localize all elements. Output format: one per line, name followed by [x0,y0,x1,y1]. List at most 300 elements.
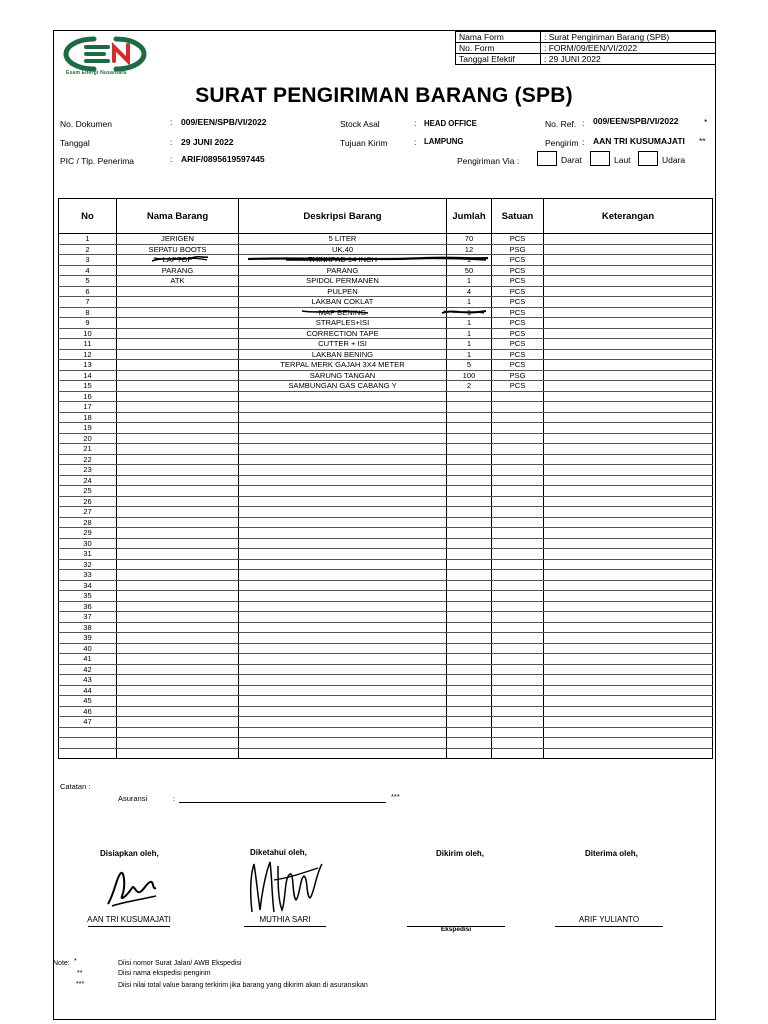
item-description [239,412,447,423]
item-name [117,517,239,528]
table-row [59,748,713,759]
table-row [59,276,713,287]
item-qty [447,601,492,612]
item-remarks [544,349,713,360]
item-description: 5 LITER [239,234,447,245]
item-description [239,402,447,413]
table-row [59,265,713,276]
item-qty [447,717,492,728]
item-unit: PCS [492,360,544,371]
signature-line [244,926,326,927]
row-no [59,738,117,749]
column-header: No [59,199,117,234]
item-remarks [544,738,713,749]
colon: : [414,137,417,147]
table-row [59,433,713,444]
item-description [239,748,447,759]
item-name: JERIGEN [117,234,239,245]
item-name [117,622,239,633]
item-name [117,717,239,728]
item-description: STRAPLES+ISI [239,318,447,329]
item-remarks [544,685,713,696]
stock-asal-value: HEAD OFFICE [424,119,477,128]
item-name [117,370,239,381]
table-row [59,307,713,318]
item-unit [492,601,544,612]
item-description [239,591,447,602]
item-remarks [544,622,713,633]
row-no: 12 [59,349,117,360]
via-darat-label: Darat [561,155,582,165]
item-unit [492,402,544,413]
column-header: Deskripsi Barang [239,199,447,234]
item-unit [492,706,544,717]
table-row [59,685,713,696]
item-qty [447,507,492,518]
item-qty [447,444,492,455]
row-no: 10 [59,328,117,339]
item-description [239,612,447,623]
signature-aan [104,864,160,912]
row-no: 21 [59,444,117,455]
item-qty: 5 [447,360,492,371]
row-no: 4 [59,265,117,276]
item-remarks [544,381,713,392]
item-qty: 1 [447,318,492,329]
item-remarks [544,507,713,518]
tanggal-label: Tanggal [60,138,90,148]
item-unit [492,486,544,497]
item-name [117,412,239,423]
table-row [59,454,713,465]
item-description [239,528,447,539]
row-no: 47 [59,717,117,728]
item-qty [447,633,492,644]
colon: : [170,117,173,127]
item-description [239,727,447,738]
item-remarks [544,423,713,434]
item-name [117,727,239,738]
item-description: TERPAL MERK GAJAH 3X4 METER [239,360,447,371]
table-row [59,360,713,371]
item-qty [447,643,492,654]
tujuan-label: Tujuan Kirim [340,138,388,148]
item-remarks [544,612,713,623]
table-row [59,654,713,665]
item-name [117,360,239,371]
row-no: 39 [59,633,117,644]
table-row [59,328,713,339]
table-row [59,675,713,686]
item-name [117,549,239,560]
tanggal-value: 29 JUNI 2022 [181,137,234,147]
table-row [59,664,713,675]
item-unit [492,591,544,602]
item-name [117,349,239,360]
column-header: Satuan [492,199,544,234]
item-name [117,664,239,675]
table-row [59,381,713,392]
table-row [59,391,713,402]
item-unit [492,664,544,675]
item-description [239,559,447,570]
item-unit: PCS [492,339,544,350]
item-name [117,559,239,570]
item-qty: 4 [447,286,492,297]
table-row [59,633,713,644]
item-name [117,748,239,759]
colon: : [582,118,585,128]
item-qty [447,433,492,444]
item-name [117,570,239,581]
table-row [59,528,713,539]
signature-line [555,926,663,927]
item-qty [447,738,492,749]
item-description [239,738,447,749]
item-name [117,423,239,434]
item-remarks [544,465,713,476]
item-description: MAP BENING [239,307,447,318]
row-no: 6 [59,286,117,297]
table-row [59,244,713,255]
row-no: 3 [59,255,117,266]
item-name: SEPATU BOOTS [117,244,239,255]
table-row [59,727,713,738]
item-description [239,538,447,549]
item-name [117,738,239,749]
item-qty: 1 [447,297,492,308]
item-remarks [544,412,713,423]
row-no: 29 [59,528,117,539]
item-qty [447,528,492,539]
row-no: 42 [59,664,117,675]
item-qty [447,654,492,665]
pengirim-mark: ** [699,136,706,146]
item-qty [447,517,492,528]
table-row [59,643,713,654]
row-no: 45 [59,696,117,707]
item-remarks [544,601,713,612]
item-remarks [544,570,713,581]
item-qty: 1 [447,255,492,266]
item-name [117,433,239,444]
item-remarks [544,633,713,644]
item-remarks [544,402,713,413]
item-qty [447,465,492,476]
item-description [239,664,447,675]
item-remarks [544,307,713,318]
item-unit [492,622,544,633]
item-unit: PCS [492,381,544,392]
item-qty [447,549,492,560]
item-description: SPIDOL PERMANEN [239,276,447,287]
item-description [239,507,447,518]
row-no: 13 [59,360,117,371]
item-qty [447,580,492,591]
table-row [59,475,713,486]
asuransi-line [179,802,386,803]
item-qty [447,591,492,602]
item-name [117,528,239,539]
via-laut-checkbox[interactable] [590,151,610,166]
item-description [239,549,447,560]
item-qty [447,538,492,549]
item-remarks [544,643,713,654]
item-name [117,580,239,591]
item-unit [492,738,544,749]
row-no: 19 [59,423,117,434]
prepared-by-title: Disiapkan oleh, [100,849,159,858]
row-no: 2 [59,244,117,255]
row-no: 5 [59,276,117,287]
item-unit: PCS [492,328,544,339]
pengiriman-via-label: Pengiriman Via : [457,156,520,166]
item-description [239,423,447,434]
colon: : [170,137,173,147]
item-qty [447,412,492,423]
note-mark: * [74,958,77,965]
asuransi-mark: *** [391,792,400,801]
row-no: 34 [59,580,117,591]
via-udara-label: Udara [662,155,686,165]
item-qty: 1 [447,349,492,360]
row-no: 46 [59,706,117,717]
signature-muthia [244,856,326,918]
item-qty [447,696,492,707]
item-qty [447,486,492,497]
via-darat-checkbox[interactable] [537,151,557,166]
item-description: PULPEN [239,286,447,297]
item-unit [492,696,544,707]
table-row [59,339,713,350]
catatan-label: Catatan : [60,782,91,791]
item-name: LAPTOP [117,255,239,266]
tujuan-value: LAMPUNG [424,137,464,146]
no-dokumen-label: No. Dokumen [60,119,112,129]
item-remarks [544,454,713,465]
item-description [239,570,447,581]
item-remarks [544,748,713,759]
item-qty [447,664,492,675]
item-unit: PCS [492,307,544,318]
item-name: ATK [117,276,239,287]
item-description [239,465,447,476]
item-remarks [544,727,713,738]
item-unit [492,612,544,623]
row-no: 20 [59,433,117,444]
table-row [59,591,713,602]
item-remarks [544,528,713,539]
item-qty: 1 [447,339,492,350]
item-remarks [544,391,713,402]
item-description [239,391,447,402]
table-row [59,486,713,497]
item-unit [492,444,544,455]
table-row [59,559,713,570]
item-qty [447,612,492,623]
item-remarks [544,664,713,675]
item-name [117,475,239,486]
item-description: LAKBAN COKLAT [239,297,447,308]
item-description [239,486,447,497]
item-qty: 2 [447,381,492,392]
prepared-by-name: AAN TRI KUSUMAJATI [87,915,171,924]
item-qty [447,685,492,696]
item-remarks [544,444,713,455]
table-row [59,570,713,581]
item-description: SARUNG TANGAN [239,370,447,381]
item-unit [492,496,544,507]
item-description [239,580,447,591]
item-remarks [544,286,713,297]
form-info-key: Nama Form [456,32,541,43]
row-no: 40 [59,643,117,654]
column-header: Keterangan [544,199,713,234]
form-info-value: : FORM/09/EEN/VI/2022 [541,43,716,54]
item-unit [492,748,544,759]
item-name [117,496,239,507]
item-qty [447,559,492,570]
form-info-key: No. Form [456,43,541,54]
item-qty [447,622,492,633]
item-remarks [544,328,713,339]
item-description [239,696,447,707]
item-remarks [544,486,713,497]
item-unit: PCS [492,255,544,266]
pengirim-value: AAN TRI KUSUMAJATI [593,136,685,146]
form-info-table [455,31,716,65]
item-unit: PSG [492,370,544,381]
column-header: Jumlah [447,199,492,234]
item-description [239,517,447,528]
item-remarks [544,360,713,371]
note-mark: *** [76,981,85,988]
item-remarks [544,265,713,276]
row-no: 24 [59,475,117,486]
item-qty [447,496,492,507]
item-description [239,601,447,612]
table-row [59,255,713,266]
item-description [239,717,447,728]
item-remarks [544,538,713,549]
row-no: 1 [59,234,117,245]
row-no: 11 [59,339,117,350]
item-description [239,433,447,444]
item-description [239,444,447,455]
item-remarks [544,717,713,728]
item-name [117,706,239,717]
acknowledged-by-name: MUTHIA SARI [259,915,311,924]
table-row [59,465,713,476]
table-row [59,601,713,612]
item-remarks [544,234,713,245]
item-description [239,706,447,717]
no-ref-value: 009/EEN/SPB/VI/2022 [593,116,679,126]
item-unit [492,549,544,560]
item-unit [492,517,544,528]
item-unit: PCS [492,349,544,360]
item-unit [492,433,544,444]
item-unit: PCS [492,265,544,276]
item-name [117,486,239,497]
colon: : [173,794,176,803]
note-text: Diisi nilai total value barang terkirim jika barang yang dikirim akan di asuransikan [118,982,368,989]
item-description: THINKPAD 14 INCH [239,255,447,266]
table-row [59,423,713,434]
table-row [59,538,713,549]
row-no: 23 [59,465,117,476]
signature-line [88,926,170,927]
acknowledged-by-title: Diketahui oleh, [250,848,307,857]
item-description: UK.40 [239,244,447,255]
row-no: 36 [59,601,117,612]
item-remarks [544,297,713,308]
item-unit [492,454,544,465]
item-qty [447,706,492,717]
item-name [117,507,239,518]
item-unit [492,654,544,665]
item-description [239,454,447,465]
item-qty [447,454,492,465]
row-no: 32 [59,559,117,570]
item-unit [492,570,544,581]
item-remarks [544,696,713,707]
item-remarks [544,318,713,329]
sent-by-title: Dikirim oleh, [436,849,485,858]
no-ref-label: No. Ref. [545,119,577,129]
company-logo [62,33,148,75]
table-row [59,412,713,423]
table-row [59,706,713,717]
item-unit [492,643,544,654]
item-description: PARANG [239,265,447,276]
row-no: 35 [59,591,117,602]
item-name [117,633,239,644]
row-no: 43 [59,675,117,686]
item-unit [492,538,544,549]
item-unit [492,685,544,696]
item-remarks [544,370,713,381]
row-no: 37 [59,612,117,623]
note-mark: ** [77,970,83,977]
item-qty: 1 [447,307,492,318]
table-row [59,517,713,528]
item-name [117,307,239,318]
item-name [117,465,239,476]
table-row [59,444,713,455]
received-by-name: ARIF YULIANTO [578,915,640,924]
item-qty: 50 [447,265,492,276]
item-name [117,601,239,612]
item-name [117,454,239,465]
via-laut-label: Laut [614,155,631,165]
table-row [59,286,713,297]
item-unit: PSG [492,244,544,255]
item-description [239,654,447,665]
item-description: CORRECTION TAPE [239,328,447,339]
sent-by-name: Ekspedisi [440,926,472,933]
item-unit [492,559,544,570]
item-qty: 12 [447,244,492,255]
row-no: 18 [59,412,117,423]
pengirim-label: Pengirim [545,138,579,148]
via-udara-checkbox[interactable] [638,151,658,166]
table-row [59,318,713,329]
table-row [59,507,713,518]
item-description: SAMBUNGAN GAS CABANG Y [239,381,447,392]
pic-value: ARIF/0895619597445 [181,154,265,164]
item-description: LAKBAN BENING [239,349,447,360]
